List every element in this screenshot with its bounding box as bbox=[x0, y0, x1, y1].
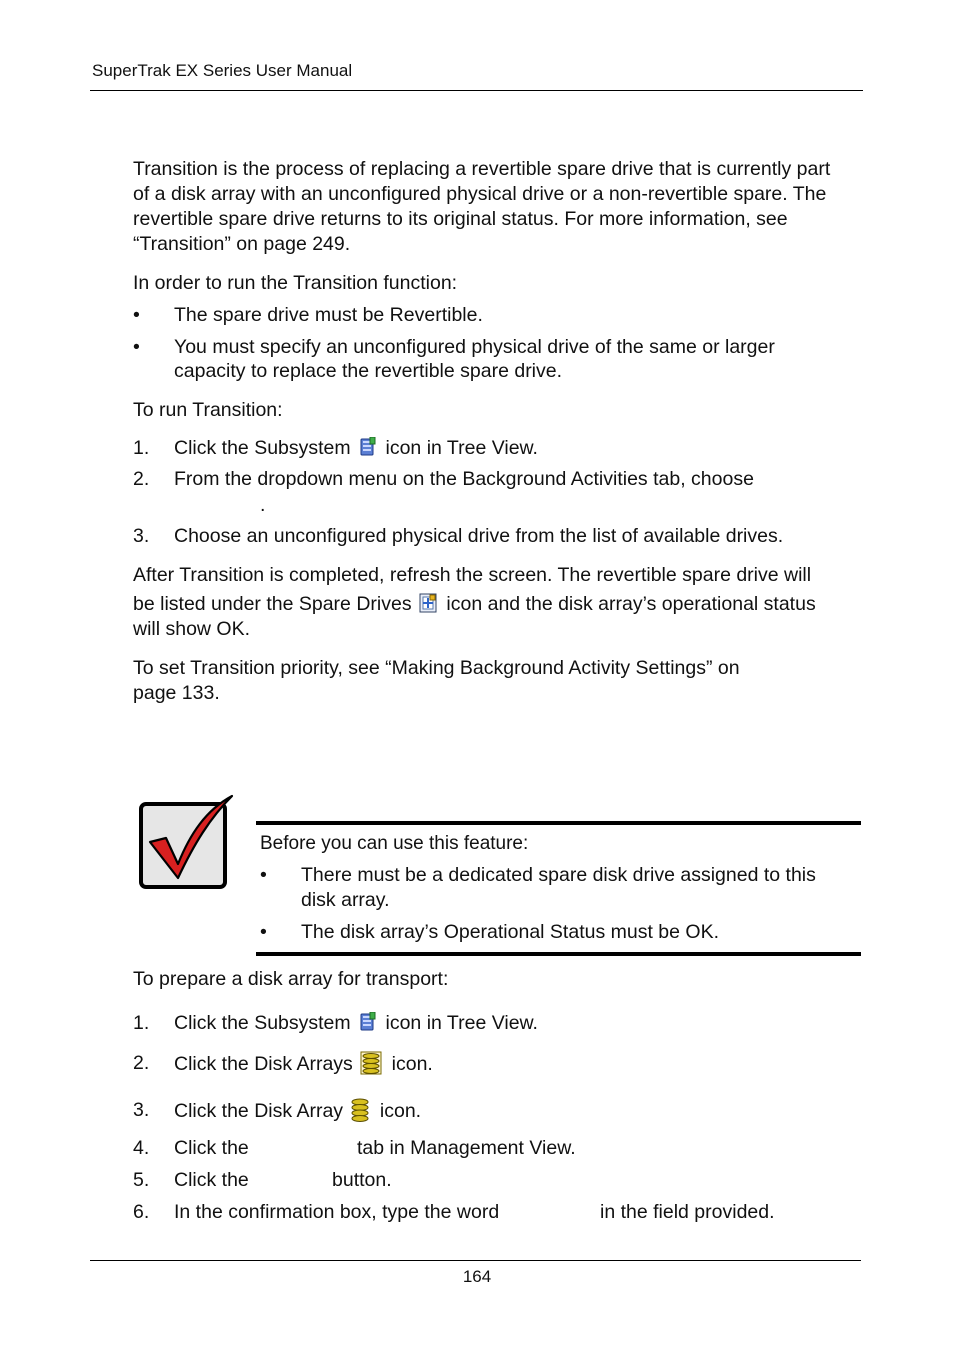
disk-arrays-icon bbox=[360, 1051, 382, 1075]
step-number: 5. bbox=[133, 1169, 150, 1191]
steps-lead: To run Transition: bbox=[133, 399, 283, 421]
step-text: Choose an unconfigured physical drive from the list of available drives. bbox=[174, 525, 784, 547]
checkmark-icon bbox=[138, 792, 236, 892]
step-text-before: Click the Disk Array bbox=[174, 1100, 344, 1122]
step-text-before: Click the Disk Arrays bbox=[174, 1053, 353, 1075]
step-number: 3. bbox=[133, 525, 150, 547]
transition-intro-line-3: revertible spare drive returns to its original status. For more information, see bbox=[133, 208, 788, 230]
step-number: 3. bbox=[133, 1099, 150, 1121]
bullet: • bbox=[260, 921, 267, 943]
subsystem-icon bbox=[358, 437, 376, 457]
requirement-text-cont: capacity to replace the revertible spare drive. bbox=[174, 360, 563, 382]
step-number: 2. bbox=[133, 1052, 150, 1074]
step-text bbox=[174, 1051, 433, 1077]
step-text-after: icon. bbox=[379, 1100, 422, 1122]
step-number: 6. bbox=[133, 1201, 150, 1223]
step-text bbox=[174, 436, 538, 461]
note-bottom-rule bbox=[256, 952, 861, 956]
step-text-after: icon. bbox=[391, 1053, 433, 1075]
after-line-2-after: icon and the disk array’s operational status bbox=[446, 593, 816, 615]
step-text bbox=[174, 1098, 421, 1124]
note-lead: Before you can use this feature: bbox=[260, 833, 529, 854]
disk-array-icon bbox=[350, 1098, 370, 1122]
step-number: 2. bbox=[133, 468, 150, 490]
step-text-after: icon in Tree View. bbox=[385, 1012, 538, 1034]
note-item-text-cont: disk array. bbox=[301, 889, 390, 911]
requirement-text: You must specify an unconfigured physical drive of the same or larger bbox=[174, 336, 775, 358]
transition-intro-line-2: of a disk array with an unconfigured physical drive or a non-revertible spare. The bbox=[133, 183, 827, 205]
step-text-before: Click the Subsystem bbox=[174, 1012, 351, 1034]
requirements-lead: In order to run the Transition function: bbox=[133, 272, 458, 294]
after-line-1: After Transition is completed, refresh the screen. The revertible spare drive will bbox=[133, 564, 812, 586]
transport-lead: To prepare a disk array for transport: bbox=[133, 968, 449, 990]
step-text-before: Click the Subsystem bbox=[174, 437, 351, 459]
bullet: • bbox=[133, 304, 140, 326]
header-rule bbox=[90, 90, 863, 91]
bullet: • bbox=[133, 336, 140, 358]
priority-line-2: page 133. bbox=[133, 682, 220, 704]
step-text-after: tab in Management View. bbox=[357, 1137, 576, 1159]
after-line-2-before: be listed under the Spare Drives bbox=[133, 593, 412, 615]
step-text bbox=[174, 1011, 538, 1036]
note-item-text: There must be a dedicated spare disk drive assigned to this bbox=[301, 864, 816, 886]
subsystem-icon bbox=[358, 1012, 376, 1032]
priority-line-1: To set Transition priority, see “Making Background Activity Settings” on bbox=[133, 657, 740, 679]
step-text-after: in the field provided. bbox=[600, 1201, 775, 1223]
page-number: 164 bbox=[462, 1267, 492, 1286]
step-text-after: icon in Tree View. bbox=[385, 437, 538, 459]
note-item-text: The disk array’s Operational Status must be OK. bbox=[301, 921, 719, 943]
note-top-rule bbox=[256, 821, 861, 825]
spare-drives-icon bbox=[419, 593, 437, 613]
transition-intro-line-1: Transition is the process of replacing a revertible spare drive that is currently part bbox=[133, 158, 831, 180]
step-number: 1. bbox=[133, 437, 150, 459]
step-text-after: button. bbox=[332, 1169, 392, 1191]
footer-rule bbox=[90, 1260, 861, 1261]
step-text-before: In the confirmation box, type the word bbox=[174, 1201, 500, 1223]
running-header: SuperTrak EX Series User Manual bbox=[92, 61, 353, 80]
requirement-text: The spare drive must be Revertible. bbox=[174, 304, 483, 326]
step-number: 1. bbox=[133, 1012, 150, 1034]
step-text-before: Click the bbox=[174, 1169, 249, 1191]
step-number: 4. bbox=[133, 1137, 150, 1159]
step-text-cont: . bbox=[260, 494, 266, 516]
step-text: From the dropdown menu on the Background Activities tab, choose bbox=[174, 468, 754, 490]
after-line-3: will show OK. bbox=[133, 618, 251, 640]
transition-intro-line-4: “Transition” on page 249. bbox=[133, 233, 351, 255]
bullet: • bbox=[260, 864, 267, 886]
after-line-2 bbox=[133, 592, 816, 617]
step-text-before: Click the bbox=[174, 1137, 249, 1159]
